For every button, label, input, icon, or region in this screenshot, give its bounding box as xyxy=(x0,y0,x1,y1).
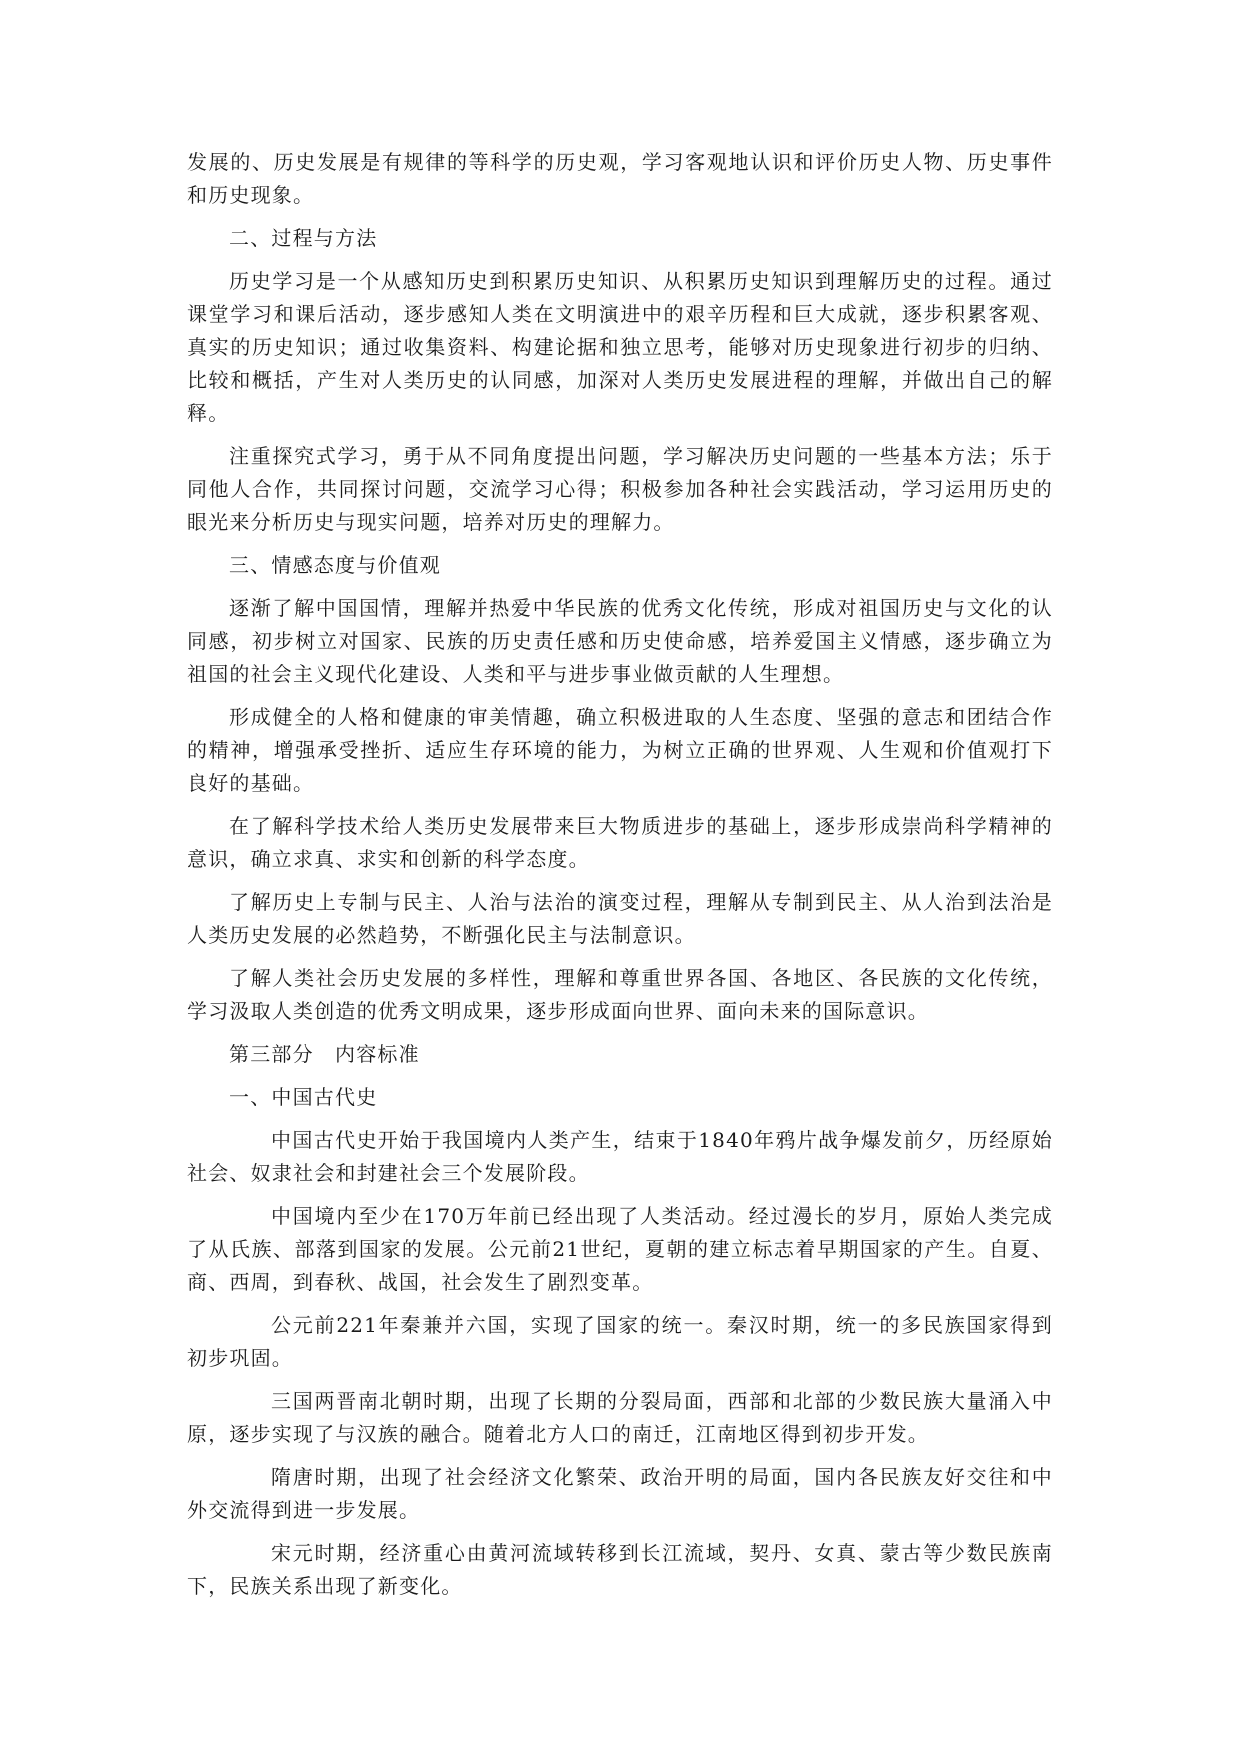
paragraph: 历史学习是一个从感知历史到积累历史知识、从积累历史知识到理解历史的过程。通过课堂学习和课后活动，逐步感知人类在文明演进中的艰辛历程和巨大成就，逐步积累客观、真实的历史知识；通过收集资料、构建论据和独立思考，能够对历史现象进行初步的归纳、比较和概括，产生对人类历史的认同感，加深对人类历史发展进程的理解，并做出自己的解释。 xyxy=(187,269,1053,425)
paragraph: 在了解科学技术给人类历史发展带来巨大物质进步的基础上，逐步形成崇尚科学精神的意识，确立求真、求实和创新的科学态度。 xyxy=(187,814,1053,871)
section-heading-ancient-history: 一、中国古代史 xyxy=(229,1085,378,1109)
paragraph: 公元前221年秦兼并六国，实现了国家的统一。秦汉时期，统一的多民族国家得到初步巩固。 xyxy=(187,1313,1053,1370)
section-heading-process-method: 二、过程与方法 xyxy=(229,226,378,250)
paragraph-continuation: 发展的、历史发展是有规律的等科学的历史观，学习客观地认识和评价历史人物、历史事件和历史现象。 xyxy=(187,150,1053,207)
part-heading-content-standards: 第三部分 内容标准 xyxy=(229,1042,420,1066)
section-heading-values: 三、情感态度与价值观 xyxy=(229,553,441,577)
paragraph: 逐渐了解中国国情，理解并热爱中华民族的优秀文化传统，形成对祖国历史与文化的认同感，初步树立对国家、民族的历史责任感和历史使命感，培养爱国主义情感，逐步确立为祖国的社会主义现代化建设、人类和平与进步事业做贡献的人生理想。 xyxy=(187,596,1053,686)
document-body xyxy=(187,146,1053,1613)
paragraph: 了解历史上专制与民主、人治与法治的演变过程，理解从专制到民主、从人治到法治是人类历史发展的必然趋势，不断强化民主与法制意识。 xyxy=(187,890,1053,947)
paragraph: 宋元时期，经济重心由黄河流域转移到长江流域，契丹、女真、蒙古等少数民族南下，民族关系出现了新变化。 xyxy=(187,1541,1053,1598)
paragraph: 中国境内至少在170万年前已经出现了人类活动。经过漫长的岁月，原始人类完成了从氏族、部落到国家的发展。公元前21世纪，夏朝的建立标志着早期国家的产生。自夏、商、西周，到春秋、战国，社会发生了剧烈变革。 xyxy=(187,1204,1053,1294)
paragraph: 形成健全的人格和健康的审美情趣，确立积极进取的人生态度、坚强的意志和团结合作的精神，增强承受挫折、适应生存环境的能力，为树立正确的世界观、人生观和价值观打下良好的基础。 xyxy=(187,705,1053,795)
paragraph: 了解人类社会历史发展的多样性，理解和尊重世界各国、各地区、各民族的文化传统，学习汲取人类创造的优秀文明成果，逐步形成面向世界、面向未来的国际意识。 xyxy=(187,966,1053,1023)
paragraph: 中国古代史开始于我国境内人类产生，结束于1840年鸦片战争爆发前夕，历经原始社会、奴隶社会和封建社会三个发展阶段。 xyxy=(187,1128,1053,1185)
paragraph: 隋唐时期，出现了社会经济文化繁荣、政治开明的局面，国内各民族友好交往和中外交流得到进一步发展。 xyxy=(187,1465,1053,1522)
paragraph: 三国两晋南北朝时期，出现了长期的分裂局面，西部和北部的少数民族大量涌入中原，逐步实现了与汉族的融合。随着北方人口的南迁，江南地区得到初步开发。 xyxy=(187,1389,1053,1446)
paragraph: 注重探究式学习，勇于从不同角度提出问题，学习解决历史问题的一些基本方法；乐于同他人合作，共同探讨问题，交流学习心得；积极参加各种社会实践活动，学习运用历史的眼光来分析历史与现实问题，培养对历史的理解力。 xyxy=(187,444,1053,534)
